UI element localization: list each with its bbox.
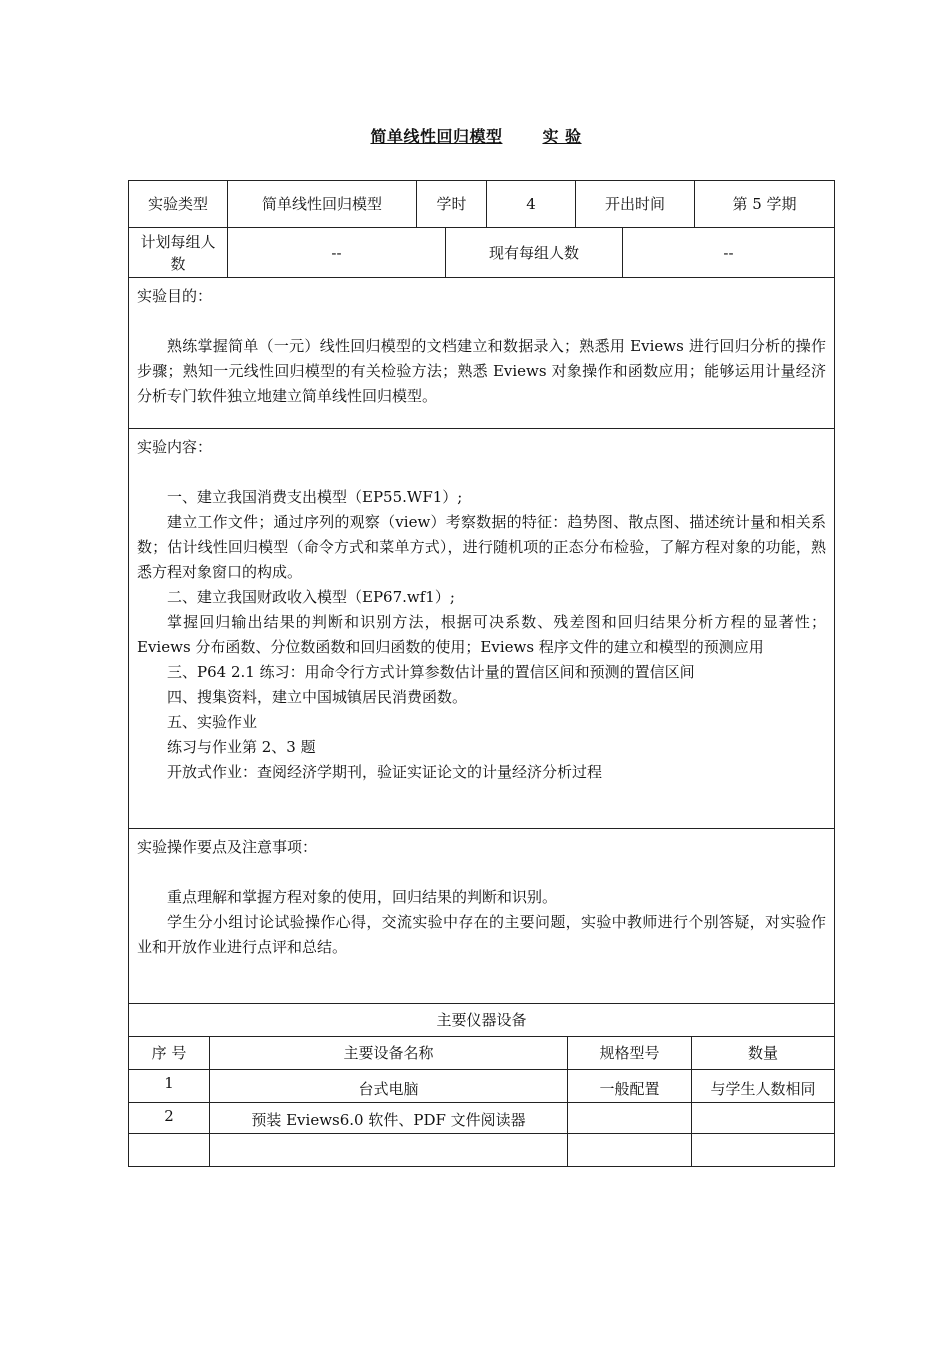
content-line: 二、建立我国财政收入模型（EP67.wf1）;: [167, 588, 455, 606]
equipment-spec: 一般配置: [568, 1070, 692, 1102]
title-main: 简单线性回归模型: [370, 127, 503, 146]
equipment-quantity: [692, 1103, 834, 1133]
purpose-heading: 实验目的：: [137, 287, 213, 305]
row-index: [129, 1134, 210, 1166]
table-row: [129, 1070, 834, 1103]
row-index: 2: [129, 1103, 210, 1133]
purpose-section: [129, 278, 834, 429]
content-line: 三、P64 2.1 练习：用命令行方式计算参数估计量的置信区间和预测的置信区间: [167, 663, 695, 681]
current-label: 现有每组人数: [446, 228, 623, 277]
notes-line: 学生分小组讨论试验操作心得，交流实验中存在的主要问题，实验中教师进行个别答疑，对实验作业和开放作业进行点评和总结。: [137, 913, 826, 956]
hours-label: 学时: [417, 181, 487, 227]
notes-heading: 实验操作要点及注意事项：: [137, 838, 318, 856]
equipment-name: 台式电脑: [210, 1070, 568, 1102]
experiment-form: [128, 180, 835, 1167]
title-suffix: 实 验: [542, 127, 582, 146]
document-title: [0, 124, 952, 147]
equipment-heading: 主要仪器设备: [436, 1011, 527, 1029]
equipment-name: 预装 Eviews6.0 软件、PDF 文件阅读器: [210, 1103, 568, 1133]
notes-line: 重点理解和掌握方程对象的使用，回归结果的判断和识别。: [167, 888, 558, 906]
content-heading: 实验内容：: [137, 438, 213, 456]
planned-label: 计划每组人数: [129, 228, 228, 277]
col-header-name: 主要设备名称: [210, 1037, 568, 1069]
equipment-heading-row: [129, 1004, 834, 1037]
equipment-name: [210, 1134, 568, 1166]
content-line: 建立工作文件；通过序列的观察（view）考察数据的特征：趋势图、散点图、描述统计量和相关系数；估计线性回归模型（命令方式和菜单方式），进行随机项的正态分布检验，了解方程对象的功能，熟悉方程对象窗口的构成。: [137, 513, 826, 581]
info-row-1: [129, 181, 834, 228]
content-line: 掌握回归输出结果的判断和识别方法，根据可决系数、残差图和回归结果分析方程的显著性；Eviews 分布函数、分位数函数和回归函数的使用；Eviews 程序文件的建立和模型的预测应用: [137, 613, 826, 656]
equipment-quantity: 与学生人数相同: [710, 1080, 816, 1098]
equipment-spec: [568, 1103, 692, 1133]
col-header-quantity: 数量: [747, 1044, 778, 1062]
row-index: 1: [129, 1070, 210, 1102]
info-row-2: [129, 228, 834, 278]
content-line: 四、搜集资料，建立中国城镇居民消费函数。: [167, 688, 468, 706]
planned-value: --: [228, 228, 446, 277]
col-header-index: 序 号: [129, 1037, 210, 1069]
type-value: 简单线性回归模型: [228, 181, 417, 227]
current-value: --: [723, 243, 734, 262]
equipment-spec: [568, 1134, 692, 1166]
time-label: 开出时间: [576, 181, 695, 227]
content-line: 一、建立我国消费支出模型（EP55.WF1）;: [167, 488, 463, 506]
notes-section: [129, 829, 834, 1004]
type-label: 实验类型: [129, 181, 228, 227]
purpose-text: 熟练掌握简单（一元）线性回归模型的文档建立和数据录入；熟悉用 Eviews 进行回归分析的操作步骤；熟知一元线性回归模型的有关检验方法；熟悉 Eviews 对象操作和函数应用；能够运用计量经济分析专门软件独立地建立简单线性回归模型。: [137, 337, 826, 405]
col-header-spec: 规格型号: [568, 1037, 692, 1069]
content-line: 练习与作业第 2、3 题: [167, 738, 316, 756]
time-value: 第 5 学期: [732, 195, 797, 213]
equipment-quantity: [692, 1134, 834, 1166]
hours-value: 4: [487, 181, 576, 227]
table-row: [129, 1134, 834, 1166]
equipment-header-row: [129, 1037, 834, 1070]
content-section: [129, 429, 834, 829]
content-line: 开放式作业：查阅经济学期刊，验证实证论文的计量经济分析过程: [167, 763, 603, 781]
content-line: 五、实验作业: [167, 713, 258, 731]
table-row: [129, 1103, 834, 1134]
